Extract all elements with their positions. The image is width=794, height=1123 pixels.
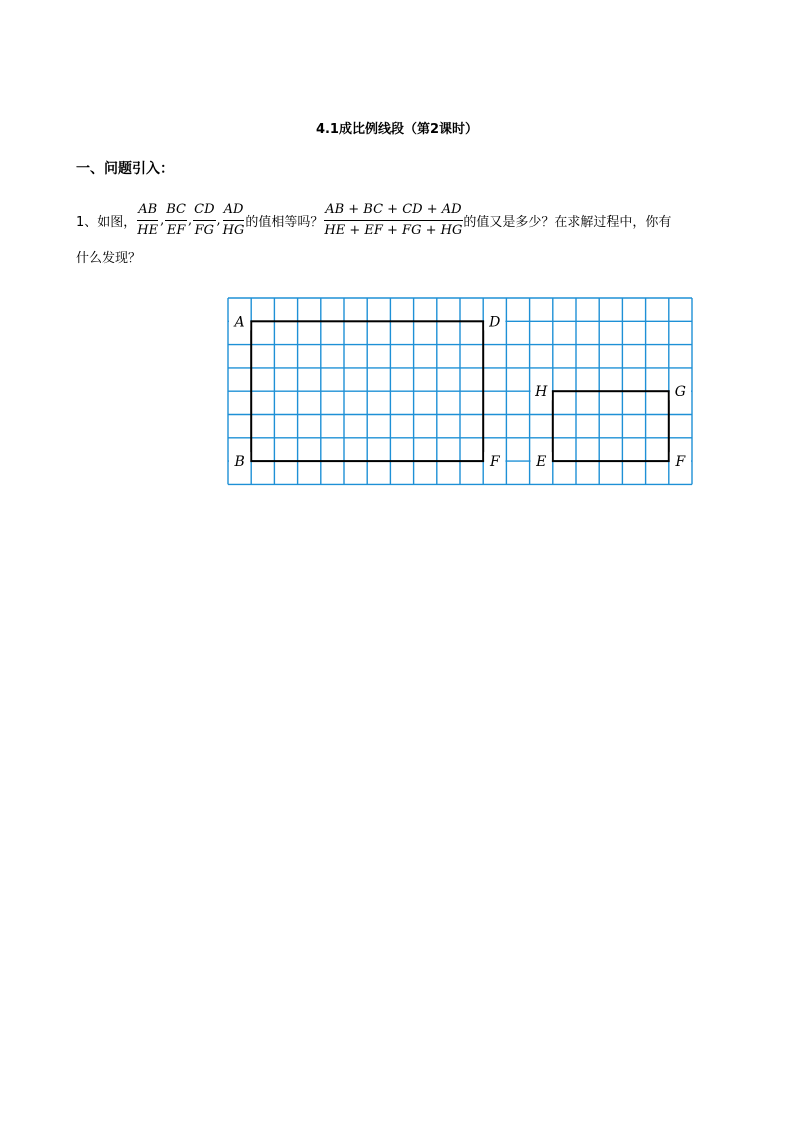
fraction-denominator: FG — [194, 222, 215, 238]
grid-figure-svg — [226, 296, 696, 488]
grid-figure — [226, 296, 696, 488]
question-line — [76, 195, 671, 245]
sum-fraction — [323, 201, 463, 240]
vertex-label-f: F — [489, 454, 500, 471]
fraction-numerator: BC — [165, 201, 187, 221]
section-heading: 一、问题引入： — [76, 161, 174, 177]
vertex-label-f: F — [675, 454, 686, 471]
comma: , — [160, 212, 165, 228]
sum-numerator: AB + BC + CD + AD — [324, 201, 462, 221]
vertex-label-e: E — [536, 454, 547, 471]
vertex-label-g: G — [674, 384, 686, 401]
page-title: 4.1成比例线段（第2课时） — [315, 122, 479, 137]
fraction-bc-ef — [165, 201, 187, 240]
question-line-2: 什么发现？ — [76, 251, 142, 266]
fraction-denominator: EF — [166, 222, 186, 238]
fraction-ad-hg — [222, 201, 246, 240]
vertex-label-d: D — [489, 314, 501, 331]
fraction-numerator: AB — [137, 201, 158, 221]
rectangle-hefg — [553, 391, 669, 461]
vertex-label-h: H — [535, 384, 548, 401]
comma: , — [188, 212, 193, 228]
vertex-label-a: A — [234, 314, 245, 331]
comma: , — [216, 212, 221, 228]
fraction-cd-fg — [193, 201, 215, 240]
question-middle-text: 的值相等吗？ — [245, 214, 324, 230]
fraction-denominator: HE — [137, 222, 159, 238]
fraction-ab-he — [136, 201, 159, 240]
fraction-numerator: AD — [223, 201, 245, 221]
vertex-label-b: B — [234, 454, 245, 471]
fraction-denominator: HG — [222, 222, 245, 238]
question-prefix: 1、如图， — [76, 214, 137, 230]
question-tail-text: 的值又是多少？在求解过程中，你有 — [463, 214, 672, 230]
sum-denominator: HE + EF + FG + HG — [324, 222, 463, 238]
fraction-numerator: CD — [193, 201, 215, 221]
